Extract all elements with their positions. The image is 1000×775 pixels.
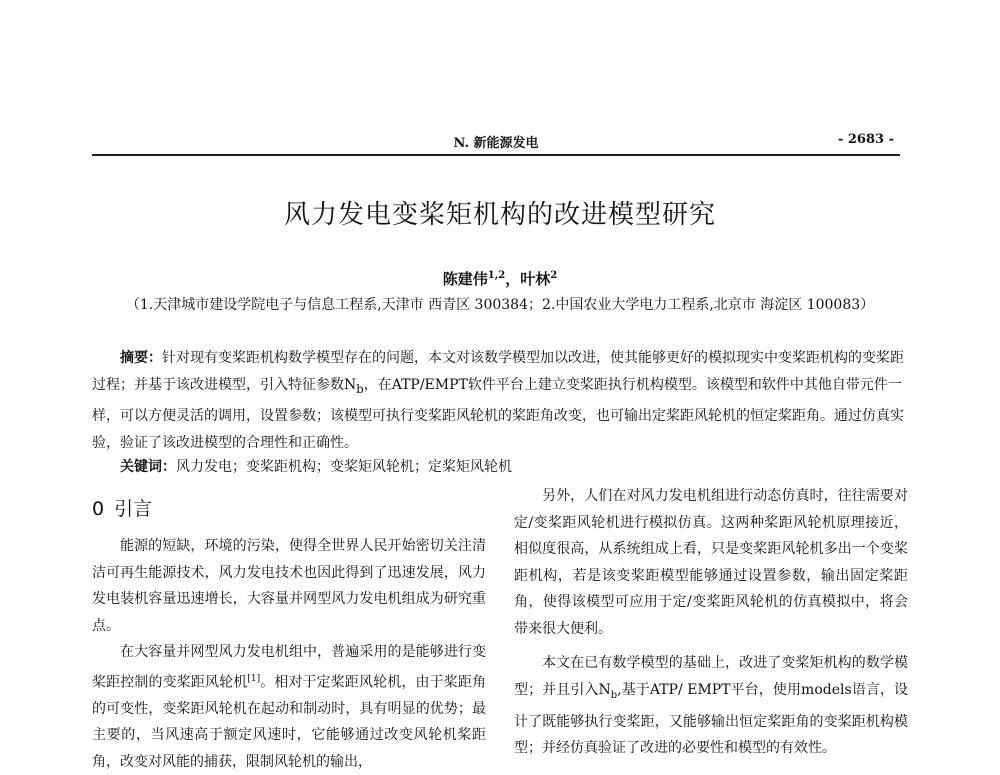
right-column — [514, 483, 908, 762]
right-p2-text-2: ,基于ATP/ EMPT平台，使用models语言，设计了既能够执行变桨距，又能够输出恒定桨距角的变桨距机构模型；并经仿真验证了改进的必要性和模型的有效性。 — [514, 681, 908, 757]
right-p2-subscript: b — [610, 689, 618, 701]
abstract-subscript: b — [356, 381, 364, 396]
right-paragraph-2 — [514, 650, 908, 762]
running-header — [92, 128, 900, 156]
left-p2-text-2: 。相对于定桨距风轮机，由于桨距角的可变性，变桨距风轮机在起动和制动时，具有明显的优势；最主要的，当风速高于额定风速时，它能够通过改变风轮机桨距角，改变对风能的捕获，限制风轮机的输出， — [92, 674, 487, 770]
authors — [0, 268, 1000, 289]
section-number: 0 — [92, 498, 105, 520]
paper-title: 风力发电变桨矩机构的改进模型研究 — [283, 200, 716, 230]
section-heading — [92, 494, 486, 521]
citation-ref: [1] — [247, 673, 261, 684]
abstract-label: 摘要： — [120, 350, 162, 366]
affiliation: （1.天津城市建设学院电子与信息工程系,天津市 西青区 300384；2.中国农业大学电力工程系,北京市 海淀区 100083） — [125, 297, 875, 313]
abstract — [92, 345, 908, 457]
abstract-text-2: ，在ATP/EMPT软件平台上建立变桨距执行机构模型。该模型和软件中其他自带元件一样，可以方便灵活的调用，设置参数；该模型可执行变桨距风轮机的桨距角改变，也可输出定桨距风轮机的恒定桨距角。通过仿真实验，验证了该改进模型的合理性和正确性。 — [92, 377, 904, 451]
author-2-affiliation-mark: 2 — [550, 270, 558, 281]
abstract-text-1: 针对现有变桨距机构数学模型存在的问题，本文对该数学模型加以改进，使其能够更好的模拟现实中变桨距机构的变桨距过程；并基于该改进模型，引入特征参数N — [92, 350, 904, 393]
keywords — [120, 456, 512, 476]
keywords-label: 关键词： — [120, 459, 176, 475]
left-paragraph-2 — [92, 639, 486, 775]
author-1: 陈建伟 — [442, 270, 488, 288]
left-paragraph-1: 能源的短缺，环境的污染，使得全世界人民开始密切关注清洁可再生能源技术，风力发电技术也因此得到了迅速发展，风力发电装机容量迅速增长，大容量并网型风力发电机组成为研究重点。 — [92, 538, 486, 634]
right-paragraph-1: 另外，人们在对风力发电机组进行动态仿真时，往往需要对定/变桨距风轮机进行模拟仿真。这两种桨距风轮机原理接近，相似度很高，从系统组成上看，只是变桨距风轮机多出一个变桨距机构，若是该变桨距模型能够通过设置参数，输出固定桨距角，使得该模型可应用于定/变桨距风轮机的仿真模拟中，将会带来很大便利。 — [514, 488, 908, 637]
section-title: 引言 — [114, 498, 153, 520]
keywords-text: 风力发电；变桨距机构；变桨矩风轮机；定桨矩风轮机 — [176, 459, 512, 475]
left-p2-text-1: 在大容量并网型风力发电机组中，普遍采用的是能够进行变桨距控制的变桨距风轮机 — [92, 644, 486, 691]
author-separator: ， — [505, 270, 521, 288]
left-column — [92, 488, 486, 775]
right-p2-text-1: 本文在已有数学模型的基础上，改进了变桨矩机构的数学模型；并且引入N — [514, 655, 908, 698]
author-2: 叶林 — [520, 270, 551, 288]
page-number: - 2683 - — [837, 132, 894, 147]
header-section: N. 新能源发电 — [453, 136, 539, 151]
author-1-affiliation-mark: 1,2 — [487, 270, 506, 281]
